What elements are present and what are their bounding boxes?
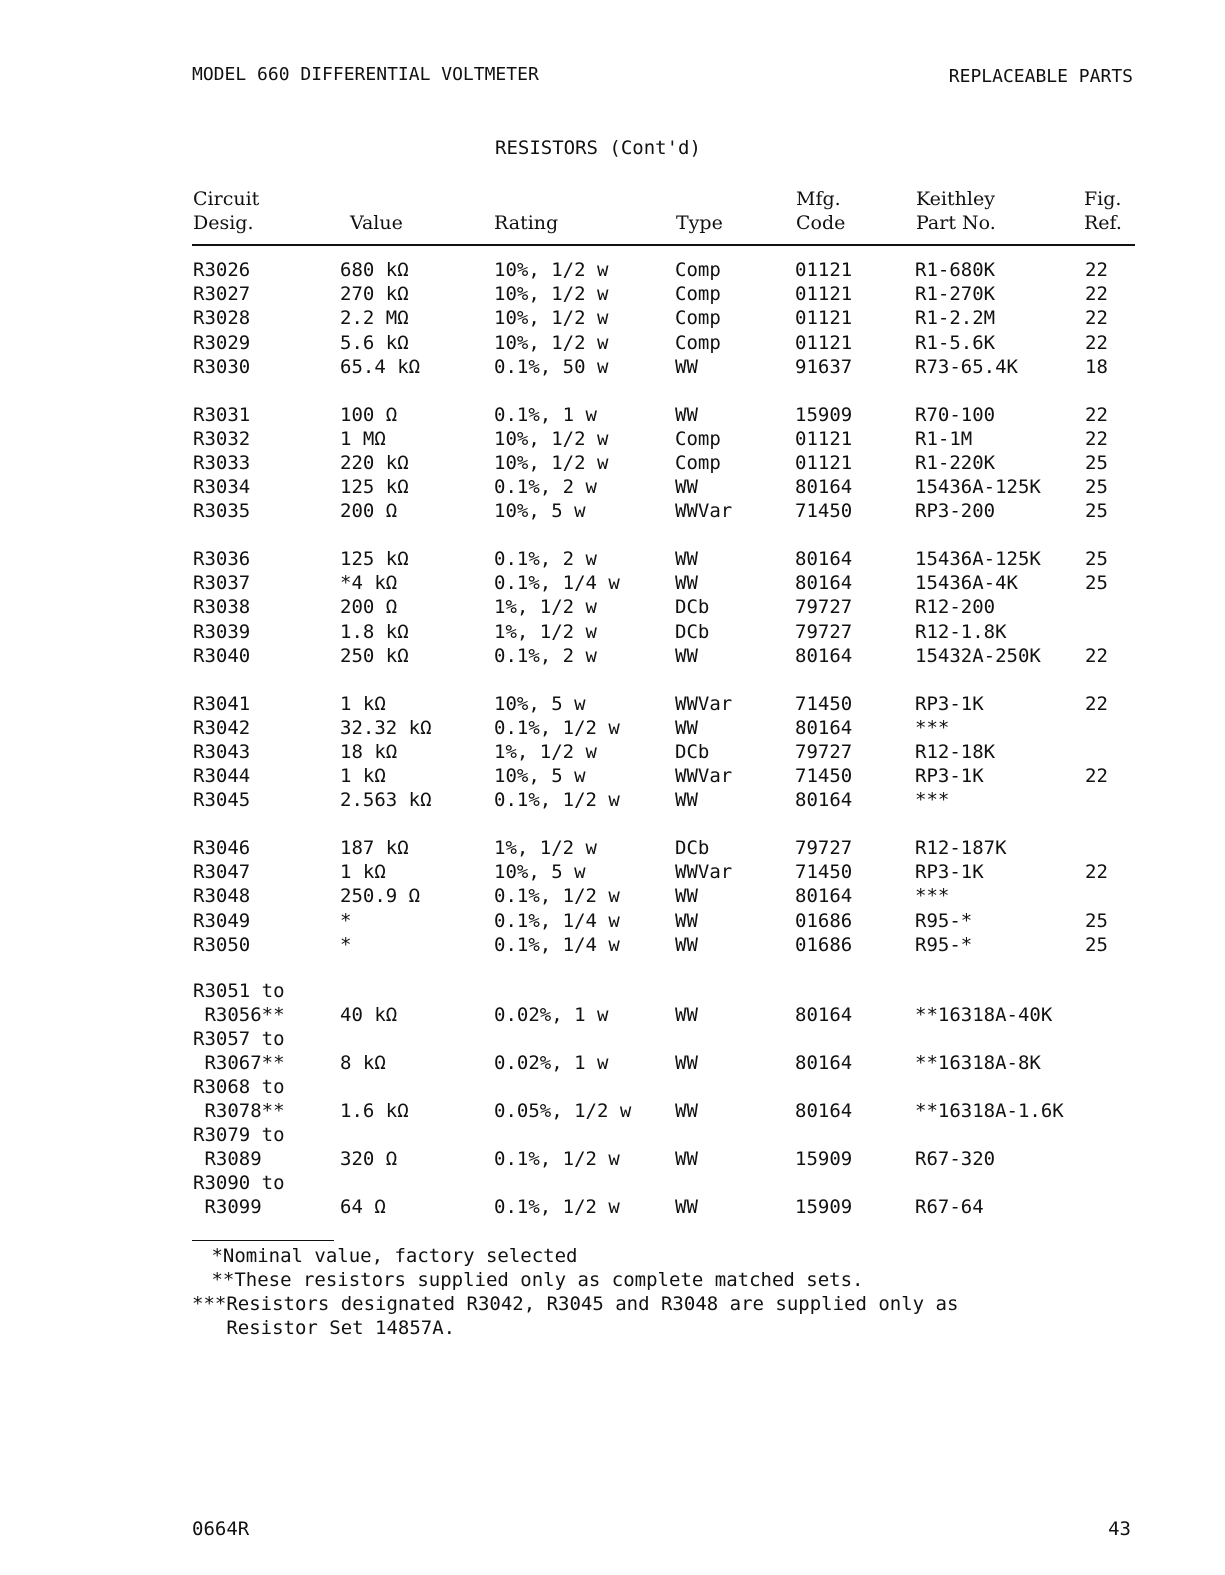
cell-part: *** bbox=[915, 716, 950, 739]
table-row bbox=[0, 1171, 1225, 1195]
cell-mfg: 01686 bbox=[795, 933, 853, 956]
cell-desig: R3039 bbox=[193, 620, 251, 643]
table-row bbox=[0, 764, 1225, 788]
table-row bbox=[0, 692, 1225, 716]
cell-desig: R3027 bbox=[193, 283, 251, 306]
cell-fig: 22 bbox=[1085, 644, 1108, 667]
cell-value: 40 kΩ bbox=[340, 1003, 398, 1026]
cell-type: Comp bbox=[675, 331, 721, 354]
cell-type: Comp bbox=[675, 307, 721, 330]
cell-value: 100 Ω bbox=[340, 403, 398, 426]
cell-part: *** bbox=[915, 789, 950, 812]
cell-value: 64 Ω bbox=[340, 1195, 386, 1218]
cell-rating: 0.1%, 2 w bbox=[494, 476, 597, 499]
cell-value: 200 Ω bbox=[340, 596, 398, 619]
cell-value: 200 Ω bbox=[340, 500, 398, 523]
cell-mfg: 80164 bbox=[795, 1099, 853, 1122]
cell-desig: R3048 bbox=[193, 885, 251, 908]
cell-mfg: 71450 bbox=[795, 692, 853, 715]
cell-fig: 22 bbox=[1085, 861, 1108, 884]
table-row bbox=[0, 475, 1225, 499]
cell-mfg: 01121 bbox=[795, 427, 853, 450]
cell-type: WW bbox=[675, 885, 698, 908]
cell-type: WW bbox=[675, 716, 698, 739]
cell-mfg: 71450 bbox=[795, 500, 853, 523]
cell-value: 18 kΩ bbox=[340, 740, 398, 763]
cell-rating: 10%, 1/2 w bbox=[494, 307, 609, 330]
cell-part: *** bbox=[915, 885, 950, 908]
cell-type: WWVar bbox=[675, 861, 733, 884]
table-row bbox=[0, 1195, 1225, 1219]
cell-part: 15436A-125K bbox=[915, 548, 1041, 570]
cell-value: 8 kΩ bbox=[340, 1051, 386, 1074]
cell-part: RP3-1K bbox=[915, 692, 984, 715]
cell-rating: 0.1%, 1/2 w bbox=[494, 1147, 620, 1170]
cell-rating: 0.1%, 1/2 w bbox=[494, 1195, 620, 1218]
cell-fig: 22 bbox=[1085, 427, 1108, 450]
cell-rating: 0.1%, 1/2 w bbox=[494, 716, 620, 739]
cell-type: WW bbox=[675, 1003, 698, 1026]
cell-fig: 22 bbox=[1085, 765, 1108, 788]
page-header bbox=[192, 64, 1133, 88]
document-number: 0664R bbox=[192, 1518, 250, 1540]
column-header-desig bbox=[193, 187, 259, 235]
cell-fig: 25 bbox=[1085, 933, 1108, 956]
cell-type: WW bbox=[675, 1147, 698, 1170]
cell-type: WWVar bbox=[675, 500, 733, 523]
cell-type: WW bbox=[675, 933, 698, 956]
cell-mfg: 71450 bbox=[795, 765, 853, 788]
cell-desig: R3029 bbox=[193, 331, 251, 354]
cell-rating: 0.1%, 2 w bbox=[494, 644, 597, 667]
cell-mfg: 01121 bbox=[795, 259, 853, 281]
cell-part: R1-680K bbox=[915, 259, 996, 281]
cell-desig: R3047 bbox=[193, 861, 251, 884]
cell-part: R95-* bbox=[915, 933, 973, 956]
cell-desig: R3089 bbox=[193, 1147, 262, 1170]
cell-mfg: 79727 bbox=[795, 740, 853, 763]
cell-part: R12-18K bbox=[915, 740, 996, 763]
cell-fig: 25 bbox=[1085, 451, 1108, 474]
cell-mfg: 79727 bbox=[795, 596, 853, 619]
cell-fig: 22 bbox=[1085, 331, 1108, 354]
cell-type: WWVar bbox=[675, 765, 733, 788]
cell-mfg: 79727 bbox=[795, 837, 853, 859]
cell-fig: 22 bbox=[1085, 403, 1108, 426]
table-row bbox=[0, 860, 1225, 884]
table-row bbox=[0, 620, 1225, 644]
table-row bbox=[0, 979, 1225, 1003]
cell-fig: 25 bbox=[1085, 909, 1108, 932]
cell-part: R1-220K bbox=[915, 451, 996, 474]
cell-desig: R3042 bbox=[193, 716, 251, 739]
cell-type: WW bbox=[675, 355, 698, 378]
cell-value: 1 kΩ bbox=[340, 692, 386, 715]
section-heading: REPLACEABLE PARTS bbox=[948, 66, 1133, 87]
cell-fig: 22 bbox=[1085, 283, 1108, 306]
cell-rating: 10%, 1/2 w bbox=[494, 331, 609, 354]
table-row bbox=[0, 595, 1225, 619]
cell-value: 680 kΩ bbox=[340, 259, 409, 281]
cell-rating: 1%, 1/2 w bbox=[494, 620, 597, 643]
table-row bbox=[0, 740, 1225, 764]
cell-type: WW bbox=[675, 789, 698, 812]
cell-value: 1 MΩ bbox=[340, 427, 386, 450]
column-header-fig bbox=[1084, 187, 1122, 235]
table-row bbox=[0, 909, 1225, 933]
column-header-type: Type bbox=[676, 212, 723, 234]
column-header-desig-line1: Circuit bbox=[193, 188, 260, 210]
cell-part: R70-100 bbox=[915, 403, 996, 426]
cell-desig: R3078** bbox=[193, 1099, 285, 1122]
cell-type: Comp bbox=[675, 427, 721, 450]
cell-part: R12-1.8K bbox=[915, 620, 1007, 643]
cell-rating: 0.1%, 50 w bbox=[494, 355, 609, 378]
cell-type: WW bbox=[675, 1051, 698, 1074]
cell-part: **16318A-40K bbox=[915, 1003, 1053, 1026]
cell-rating: 10%, 5 w bbox=[494, 500, 586, 523]
cell-part: R1-1M bbox=[915, 427, 973, 450]
cell-rating: 10%, 1/2 w bbox=[494, 283, 609, 306]
cell-desig: R3046 bbox=[193, 837, 251, 859]
cell-part: R67-64 bbox=[915, 1195, 984, 1218]
cell-part: R1-270K bbox=[915, 283, 996, 306]
cell-type: WW bbox=[675, 1195, 698, 1218]
cell-rating: 0.1%, 1/2 w bbox=[494, 885, 620, 908]
cell-desig: R3057 to bbox=[193, 1027, 285, 1050]
cell-mfg: 80164 bbox=[795, 716, 853, 739]
cell-desig: R3049 bbox=[193, 909, 251, 932]
cell-value: 250 kΩ bbox=[340, 644, 409, 667]
column-header-mfg-line2: Code bbox=[796, 212, 846, 234]
cell-type: DCb bbox=[675, 596, 710, 619]
table-row bbox=[0, 1027, 1225, 1051]
cell-value: 32.32 kΩ bbox=[340, 716, 432, 739]
cell-part: R1-2.2M bbox=[915, 307, 996, 330]
cell-desig: R3036 bbox=[193, 548, 251, 570]
cell-value: 125 kΩ bbox=[340, 476, 409, 499]
cell-mfg: 80164 bbox=[795, 885, 853, 908]
cell-rating: 1%, 1/2 w bbox=[494, 837, 597, 859]
cell-type: WW bbox=[675, 644, 698, 667]
table-row bbox=[0, 788, 1225, 812]
cell-type: Comp bbox=[675, 451, 721, 474]
cell-type: DCb bbox=[675, 620, 710, 643]
cell-mfg: 15909 bbox=[795, 403, 853, 426]
cell-mfg: 01121 bbox=[795, 451, 853, 474]
cell-rating: 0.1%, 1/2 w bbox=[494, 789, 620, 812]
cell-fig: 18 bbox=[1085, 355, 1108, 378]
cell-desig: R3079 to bbox=[193, 1123, 285, 1146]
cell-value: 1 kΩ bbox=[340, 861, 386, 884]
cell-mfg: 01121 bbox=[795, 283, 853, 306]
document-title: MODEL 660 DIFFERENTIAL VOLTMETER bbox=[192, 64, 539, 85]
column-header-part-line1: Keithley bbox=[916, 188, 995, 210]
table-row bbox=[0, 1051, 1225, 1075]
cell-rating: 0.02%, 1 w bbox=[494, 1003, 609, 1026]
cell-fig: 25 bbox=[1085, 572, 1108, 595]
cell-desig: R3026 bbox=[193, 259, 251, 281]
cell-desig: R3038 bbox=[193, 596, 251, 619]
cell-rating: 0.1%, 1/4 w bbox=[494, 572, 620, 595]
table-row bbox=[0, 933, 1225, 957]
cell-rating: 1%, 1/2 w bbox=[494, 740, 597, 763]
cell-value: 1 kΩ bbox=[340, 765, 386, 788]
cell-desig: R3028 bbox=[193, 307, 251, 330]
cell-type: WW bbox=[675, 548, 698, 570]
column-header-desig-line2: Desig. bbox=[193, 212, 254, 234]
table-title: RESISTORS (Cont'd) bbox=[495, 137, 701, 159]
cell-mfg: 01121 bbox=[795, 331, 853, 354]
cell-mfg: 01121 bbox=[795, 307, 853, 330]
cell-rating: 0.05%, 1/2 w bbox=[494, 1099, 632, 1122]
column-header-value: Value bbox=[350, 212, 403, 234]
cell-fig: 25 bbox=[1085, 500, 1108, 523]
cell-mfg: 79727 bbox=[795, 620, 853, 643]
cell-desig: R3090 to bbox=[193, 1171, 285, 1194]
footnote: *Nominal value, factory selected bbox=[200, 1245, 578, 1267]
cell-mfg: 15909 bbox=[795, 1147, 853, 1170]
cell-value: 125 kΩ bbox=[340, 548, 409, 570]
table-row bbox=[0, 884, 1225, 908]
cell-desig: R3033 bbox=[193, 451, 251, 474]
column-header-part bbox=[916, 187, 996, 235]
cell-value: 2.563 kΩ bbox=[340, 789, 432, 812]
cell-value: *4 kΩ bbox=[340, 572, 398, 595]
cell-rating: 10%, 1/2 w bbox=[494, 427, 609, 450]
table-row bbox=[0, 547, 1225, 571]
page-number: 43 bbox=[1108, 1518, 1131, 1540]
cell-type: WW bbox=[675, 909, 698, 932]
cell-desig: R3051 to bbox=[193, 979, 285, 1002]
table-row bbox=[0, 1147, 1225, 1171]
cell-rating: 0.02%, 1 w bbox=[494, 1051, 609, 1074]
cell-desig: R3040 bbox=[193, 644, 251, 667]
cell-rating: 0.1%, 2 w bbox=[494, 548, 597, 570]
table-row bbox=[0, 716, 1225, 740]
cell-desig: R3099 bbox=[193, 1195, 262, 1218]
cell-part: RP3-1K bbox=[915, 765, 984, 788]
table-row bbox=[0, 644, 1225, 668]
cell-part: R67-320 bbox=[915, 1147, 996, 1170]
column-header-fig-line2: Ref. bbox=[1084, 212, 1122, 234]
cell-fig: 25 bbox=[1085, 548, 1108, 570]
table-row bbox=[0, 1075, 1225, 1099]
table-row bbox=[0, 1123, 1225, 1147]
cell-desig: R3056** bbox=[193, 1003, 285, 1026]
cell-desig: R3034 bbox=[193, 476, 251, 499]
cell-desig: R3050 bbox=[193, 933, 251, 956]
column-header-mfg bbox=[796, 187, 845, 235]
cell-part: R12-187K bbox=[915, 837, 1007, 859]
table-row bbox=[0, 331, 1225, 355]
cell-mfg: 80164 bbox=[795, 1051, 853, 1074]
table-row bbox=[0, 258, 1225, 282]
cell-rating: 0.1%, 1/4 w bbox=[494, 909, 620, 932]
footnote-divider bbox=[192, 1240, 334, 1241]
cell-part: 15436A-4K bbox=[915, 572, 1018, 595]
cell-rating: 10%, 5 w bbox=[494, 692, 586, 715]
cell-mfg: 80164 bbox=[795, 548, 853, 570]
column-header-fig-line1: Fig. bbox=[1084, 188, 1122, 210]
cell-value: * bbox=[340, 909, 352, 932]
column-header-mfg-line1: Mfg. bbox=[796, 188, 841, 210]
table-row bbox=[0, 306, 1225, 330]
footnote: ***Resistors designated R3042, R3045 and R3048 are supplied only as bbox=[192, 1293, 959, 1315]
cell-type: WW bbox=[675, 403, 698, 426]
cell-desig: R3030 bbox=[193, 355, 251, 378]
cell-part: 15436A-125K bbox=[915, 476, 1041, 499]
cell-desig: R3044 bbox=[193, 765, 251, 788]
cell-value: 320 Ω bbox=[340, 1147, 398, 1170]
cell-desig: R3041 bbox=[193, 692, 251, 715]
cell-type: WW bbox=[675, 476, 698, 499]
cell-mfg: 91637 bbox=[795, 355, 853, 378]
cell-fig: 22 bbox=[1085, 259, 1108, 281]
cell-value: 270 kΩ bbox=[340, 283, 409, 306]
cell-mfg: 15909 bbox=[795, 1195, 853, 1218]
cell-desig: R3032 bbox=[193, 427, 251, 450]
cell-value: 220 kΩ bbox=[340, 451, 409, 474]
cell-part: R73-65.4K bbox=[915, 355, 1018, 378]
cell-rating: 1%, 1/2 w bbox=[494, 596, 597, 619]
cell-value: 65.4 kΩ bbox=[340, 355, 421, 378]
cell-value: 1.8 kΩ bbox=[340, 620, 409, 643]
column-header-part-line2: Part No. bbox=[916, 212, 996, 234]
table-row bbox=[0, 403, 1225, 427]
cell-value: 2.2 MΩ bbox=[340, 307, 409, 330]
cell-part: RP3-1K bbox=[915, 861, 984, 884]
cell-rating: 10%, 1/2 w bbox=[494, 451, 609, 474]
cell-mfg: 80164 bbox=[795, 476, 853, 499]
footnote: **These resistors supplied only as complete matched sets. bbox=[200, 1269, 864, 1291]
cell-part: R1-5.6K bbox=[915, 331, 996, 354]
cell-desig: R3067** bbox=[193, 1051, 285, 1074]
cell-part: **16318A-8K bbox=[915, 1051, 1041, 1074]
cell-desig: R3037 bbox=[193, 572, 251, 595]
cell-desig: R3035 bbox=[193, 500, 251, 523]
cell-part: **16318A-1.6K bbox=[915, 1099, 1064, 1122]
cell-part: 15432A-250K bbox=[915, 644, 1041, 667]
table-row bbox=[0, 1003, 1225, 1027]
cell-part: R12-200 bbox=[915, 596, 996, 619]
cell-desig: R3031 bbox=[193, 403, 251, 426]
table-row bbox=[0, 836, 1225, 860]
table-row bbox=[0, 427, 1225, 451]
cell-type: WW bbox=[675, 1099, 698, 1122]
cell-rating: 10%, 5 w bbox=[494, 765, 586, 788]
cell-rating: 10%, 1/2 w bbox=[494, 259, 609, 281]
cell-mfg: 80164 bbox=[795, 644, 853, 667]
cell-type: Comp bbox=[675, 283, 721, 306]
cell-mfg: 01686 bbox=[795, 909, 853, 932]
cell-desig: R3043 bbox=[193, 740, 251, 763]
header-divider bbox=[192, 244, 1135, 246]
table-row bbox=[0, 282, 1225, 306]
cell-rating: 0.1%, 1 w bbox=[494, 403, 597, 426]
cell-value: 250.9 Ω bbox=[340, 885, 421, 908]
table-row bbox=[0, 1099, 1225, 1123]
table-row bbox=[0, 499, 1225, 523]
cell-rating: 10%, 5 w bbox=[494, 861, 586, 884]
table-row bbox=[0, 451, 1225, 475]
cell-type: DCb bbox=[675, 740, 710, 763]
cell-mfg: 80164 bbox=[795, 572, 853, 595]
cell-type: Comp bbox=[675, 259, 721, 281]
column-header-rating: Rating bbox=[494, 212, 559, 234]
cell-mfg: 71450 bbox=[795, 861, 853, 884]
cell-value: 5.6 kΩ bbox=[340, 331, 409, 354]
cell-value: 1.6 kΩ bbox=[340, 1099, 409, 1122]
cell-part: R95-* bbox=[915, 909, 973, 932]
cell-desig: R3068 to bbox=[193, 1075, 285, 1098]
cell-type: DCb bbox=[675, 837, 710, 859]
cell-part: RP3-200 bbox=[915, 500, 996, 523]
cell-desig: R3045 bbox=[193, 789, 251, 812]
cell-fig: 22 bbox=[1085, 692, 1108, 715]
cell-mfg: 80164 bbox=[795, 789, 853, 812]
table-row bbox=[0, 571, 1225, 595]
footnote: Resistor Set 14857A. bbox=[192, 1317, 456, 1339]
page-footer bbox=[192, 1518, 1131, 1542]
cell-value: 187 kΩ bbox=[340, 837, 409, 859]
cell-value: * bbox=[340, 933, 352, 956]
cell-type: WW bbox=[675, 572, 698, 595]
cell-mfg: 80164 bbox=[795, 1003, 853, 1026]
cell-fig: 22 bbox=[1085, 307, 1108, 330]
cell-fig: 25 bbox=[1085, 476, 1108, 499]
cell-rating: 0.1%, 1/4 w bbox=[494, 933, 620, 956]
table-row bbox=[0, 355, 1225, 379]
cell-type: WWVar bbox=[675, 692, 733, 715]
